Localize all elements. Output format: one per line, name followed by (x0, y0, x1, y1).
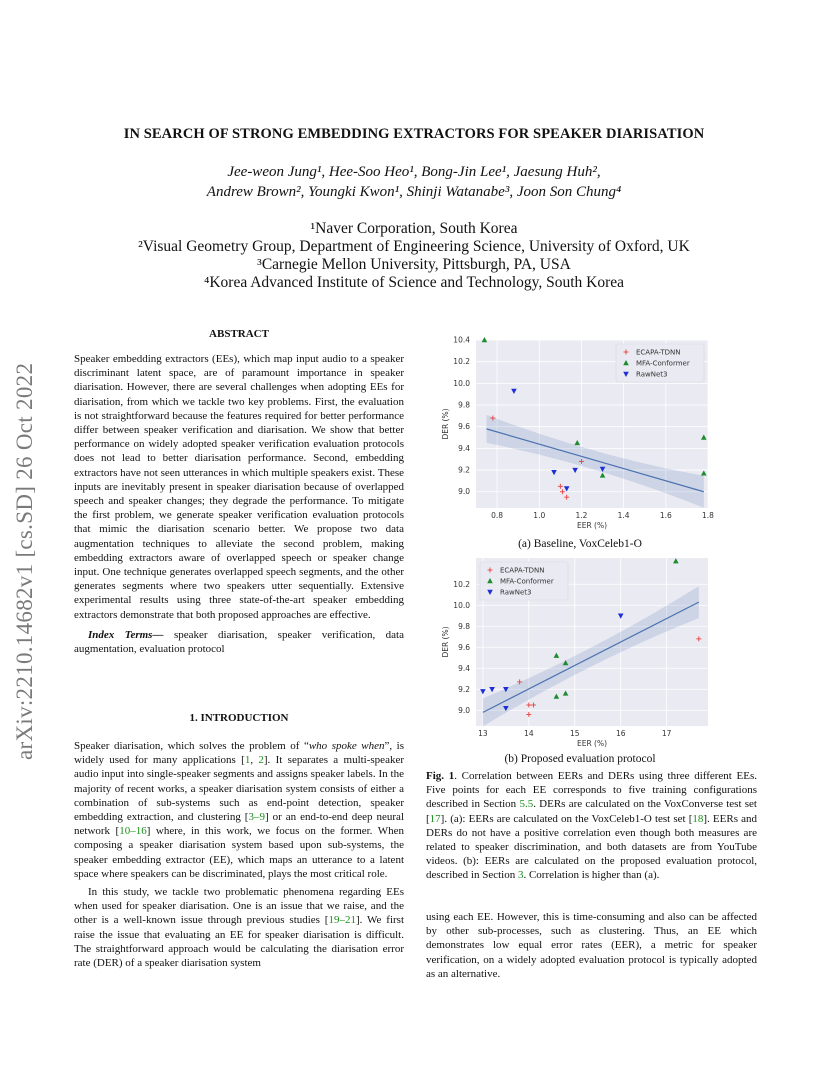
introduction-text (74, 739, 404, 970)
text-run: ]. It separates a multi-speaker audio input into single-speaker segments and assigns speaker labels. In the majority of recent works, a speaker diarisation system consists of either a combination of sub-systems such as end-point detection, speaker embedding extraction, and clustering [ (74, 754, 404, 824)
figure-label: Fig. 1 (426, 770, 455, 782)
y-tick-label: 9.2 (458, 465, 470, 475)
y-tick-label: 9.0 (458, 487, 470, 497)
arxiv-stamp: arXiv:2210.14682v1 [cs.SD] 26 Oct 2022 (12, 362, 37, 760)
affiliation-1: ¹Naver Corporation, South Korea (310, 220, 518, 237)
x-tick-label: 1.2 (575, 511, 588, 520)
section-link[interactable]: 5.5 (519, 798, 534, 811)
y-tick-label: 9.0 (458, 705, 470, 715)
figure-1b-caption: (b) Proposed evaluation protocol (504, 753, 656, 765)
y-tick-label: 9.4 (458, 443, 470, 453)
abstract-paragraph: Speaker embedding extractors (EEs), which map input audio to a speaker discriminant latent space, are of paramount importance in speaker diarisation. However, there are several challenges when adopting EEs for diarisation, from which we tackle two key problems. First, the evaluation is not straightforward because the features required for better performance differ between speaker verification and diarisation. We show that better performance on widely adopted speaker verification evaluation protocols does not lead to better diarisation performance. Second, embedding extractors have not seen utterances in which multiple speakers exist. These inputs are inevitably present in speaker diarisation because of overlapped speech and speaker changes; they degrade the performance. To mitigate the first problem, we generate speaker verification evaluation protocols that mimic the diarisation scenario better. We propose two data augmentation techniques to alleviate the second problem, making embedding extractors aware of overlapped speech or speaker change input. One technique generates overlapped speech segments, and the other generates segments where two speakers utter sequentially. Extensive experimental results using three state-of-the-art speaker embedding extractors demonstrate that both proposed approaches are effective. (74, 353, 404, 621)
legend (480, 562, 568, 600)
section-link[interactable]: 3 (517, 869, 524, 882)
y-tick-label: 9.6 (458, 642, 470, 652)
text-run: ] or an end-to-end deep neural network [ (74, 811, 404, 838)
citation-link[interactable]: 1 (244, 754, 251, 767)
x-tick-label: 1.6 (659, 511, 672, 520)
authors-line-2: Andrew Brown², Youngki Kwon¹, Shinji Watanabe³, Joon Son Chung⁴ (206, 184, 622, 200)
x-tick-label: 17 (661, 729, 672, 738)
x-axis-label: EER (%) (576, 739, 608, 748)
figure-1b-chart (430, 554, 730, 754)
citation-link[interactable]: 2 (258, 754, 264, 767)
text-run: ”, is widely used for many applications [ (74, 740, 404, 767)
y-tick-label: 10.2 (453, 579, 470, 589)
y-tick-label: 9.8 (458, 400, 470, 410)
figure-1a-chart (430, 330, 730, 538)
y-axis-label: DER (%) (441, 408, 450, 440)
y-tick-label: 9.8 (458, 621, 470, 631)
figure-caption-text (426, 769, 757, 883)
citation-link[interactable]: 19–21 (328, 914, 356, 927)
text-run: . Correlation is higher than (a). (523, 869, 660, 882)
text-run: ]. (a): EERs are calculated on the VoxCeleb1-O test set [ (440, 812, 693, 825)
body-paragraph: using each EE. However, this is time-consuming and also can be affected by other sub-processes, such as clustering. Thus, an EE which demonstrates low equal error rates (EER), a metric for speaker verification, on a widely adopted evaluation protocol is typically adopted as an alternative. (426, 911, 757, 980)
legend-label: MFA-Conformer (636, 359, 690, 368)
y-tick-label: 10.0 (453, 378, 470, 388)
citation-link[interactable]: 18 (692, 812, 704, 825)
intro-paragraph-2 (74, 885, 404, 970)
y-tick-label: 9.6 (458, 422, 470, 432)
y-tick-label: 9.2 (458, 684, 470, 694)
text-run: ]. We first raise the issue that evaluating an EE for speaker diarisation is difficult. The straightforward approach would be calculating the diarisation error rate (DER) of a speaker diarisation system (74, 914, 404, 970)
index-terms (74, 628, 404, 656)
legend-label: ECAPA-TDNN (500, 566, 545, 575)
intro-paragraph-1: Speaker diarisation, which solves the problem of “who spoke when”, is widely used for many applications [1, 2]. It separates a multi-speaker audio input into single-speaker segments and assigns speaker labels. In the majority of recent works, a speaker diarisation system consists of either a combination of sub-systems such as end-point detection, speaker embedding extraction, and clustering [3–9] or an end-to-end deep neural network [10–16] where, in this work, we focus on the former. When composing a speaker diarisation system based upon sub-systems, the speaker embedding extractor (EE), which maps an utterance to a latent space where speakers can be discriminated, plays the most critical role. (74, 740, 404, 880)
index-terms-label: Index Terms— (88, 628, 164, 641)
introduction-heading: 1. INTRODUCTION (189, 712, 289, 724)
legend-label: RawNet3 (636, 370, 668, 379)
right-column-text (426, 910, 757, 981)
x-tick-label: 1.0 (533, 511, 546, 520)
legend-label: MFA-Conformer (500, 577, 554, 586)
x-tick-label: 16 (615, 729, 626, 738)
text-run: . Correlation between EERs and DERs using three different EEs. Five points for each EE corresponds to five training configurations described in Section (426, 770, 758, 811)
y-tick-label: 9.4 (458, 663, 470, 673)
x-axis-label: EER (%) (576, 521, 608, 530)
text-run: . DERs are calculated on the VoxConverse test set [ (426, 798, 757, 825)
x-tick-label: 1.8 (702, 511, 714, 520)
index-terms-text: speaker diarisation, speaker verification, data augmentation, evaluation protocol (74, 628, 404, 656)
affiliation-3: ³Carnegie Mellon University, Pittsburgh, PA, USA (257, 256, 571, 273)
affiliation-2: ²Visual Geometry Group, Department of Engineering Science, University of Oxford, UK (138, 238, 690, 255)
y-tick-label: 10.0 (453, 600, 470, 610)
abstract-text (74, 352, 404, 656)
paper-title: IN SEARCH OF STRONG EMBEDDING EXTRACTORS FOR SPEAKER DIARISATION (123, 126, 705, 142)
y-tick-label: 10.4 (453, 335, 470, 345)
abstract-heading: ABSTRACT (209, 328, 269, 340)
x-tick-label: 14 (524, 729, 534, 738)
text-run: ]. EERs and DERs do not have a positive correlation even though both measures are related to speaker discrimination, and both datasets are from YouTube videos. (b): EERs are calculated on the proposed evaluation protocol, described in Section (426, 812, 757, 882)
emphasis: who spoke when (308, 740, 385, 752)
figure-1a-caption: (a) Baseline, VoxCeleb1-O (518, 538, 642, 550)
citation-link[interactable]: 10–16 (119, 825, 147, 838)
text-run: ] where, in this work, we focus on the former. When composing a speaker diarisation system based upon sub-systems, the speaker embedding extractor (EE), which maps an utterance to a latent space where speakers can be discriminated, plays the most critical role. (74, 825, 404, 880)
y-axis-label: DER (%) (441, 626, 450, 658)
text-run: Speaker diarisation, which solves the problem of “ (74, 740, 309, 752)
x-tick-label: 1.4 (617, 511, 630, 520)
affiliation-4: ⁴Korea Advanced Institute of Science and Technology, South Korea (203, 274, 625, 291)
x-tick-label: 15 (569, 729, 580, 738)
figure-1-caption (426, 769, 757, 883)
citation-link[interactable]: 3–9 (248, 811, 265, 824)
x-tick-label: 0.8 (491, 511, 504, 520)
citation-link[interactable]: 17 (429, 812, 441, 825)
text-run: In this study, we tackle two problematic phenomena regarding EEs when used for speaker diarisation. One is an issue that we raise, and the other is a well-known issue through previous studies [ (74, 886, 404, 927)
legend (616, 344, 704, 382)
legend-label: ECAPA-TDNN (636, 348, 681, 357)
y-tick-label: 10.2 (453, 357, 470, 367)
x-tick-label: 13 (478, 729, 488, 738)
legend-label: RawNet3 (500, 588, 532, 597)
authors-line-1: Jee-weon Jung¹, Hee-Soo Heo¹, Bong-Jin Lee¹, Jaesung Huh², (227, 164, 601, 180)
